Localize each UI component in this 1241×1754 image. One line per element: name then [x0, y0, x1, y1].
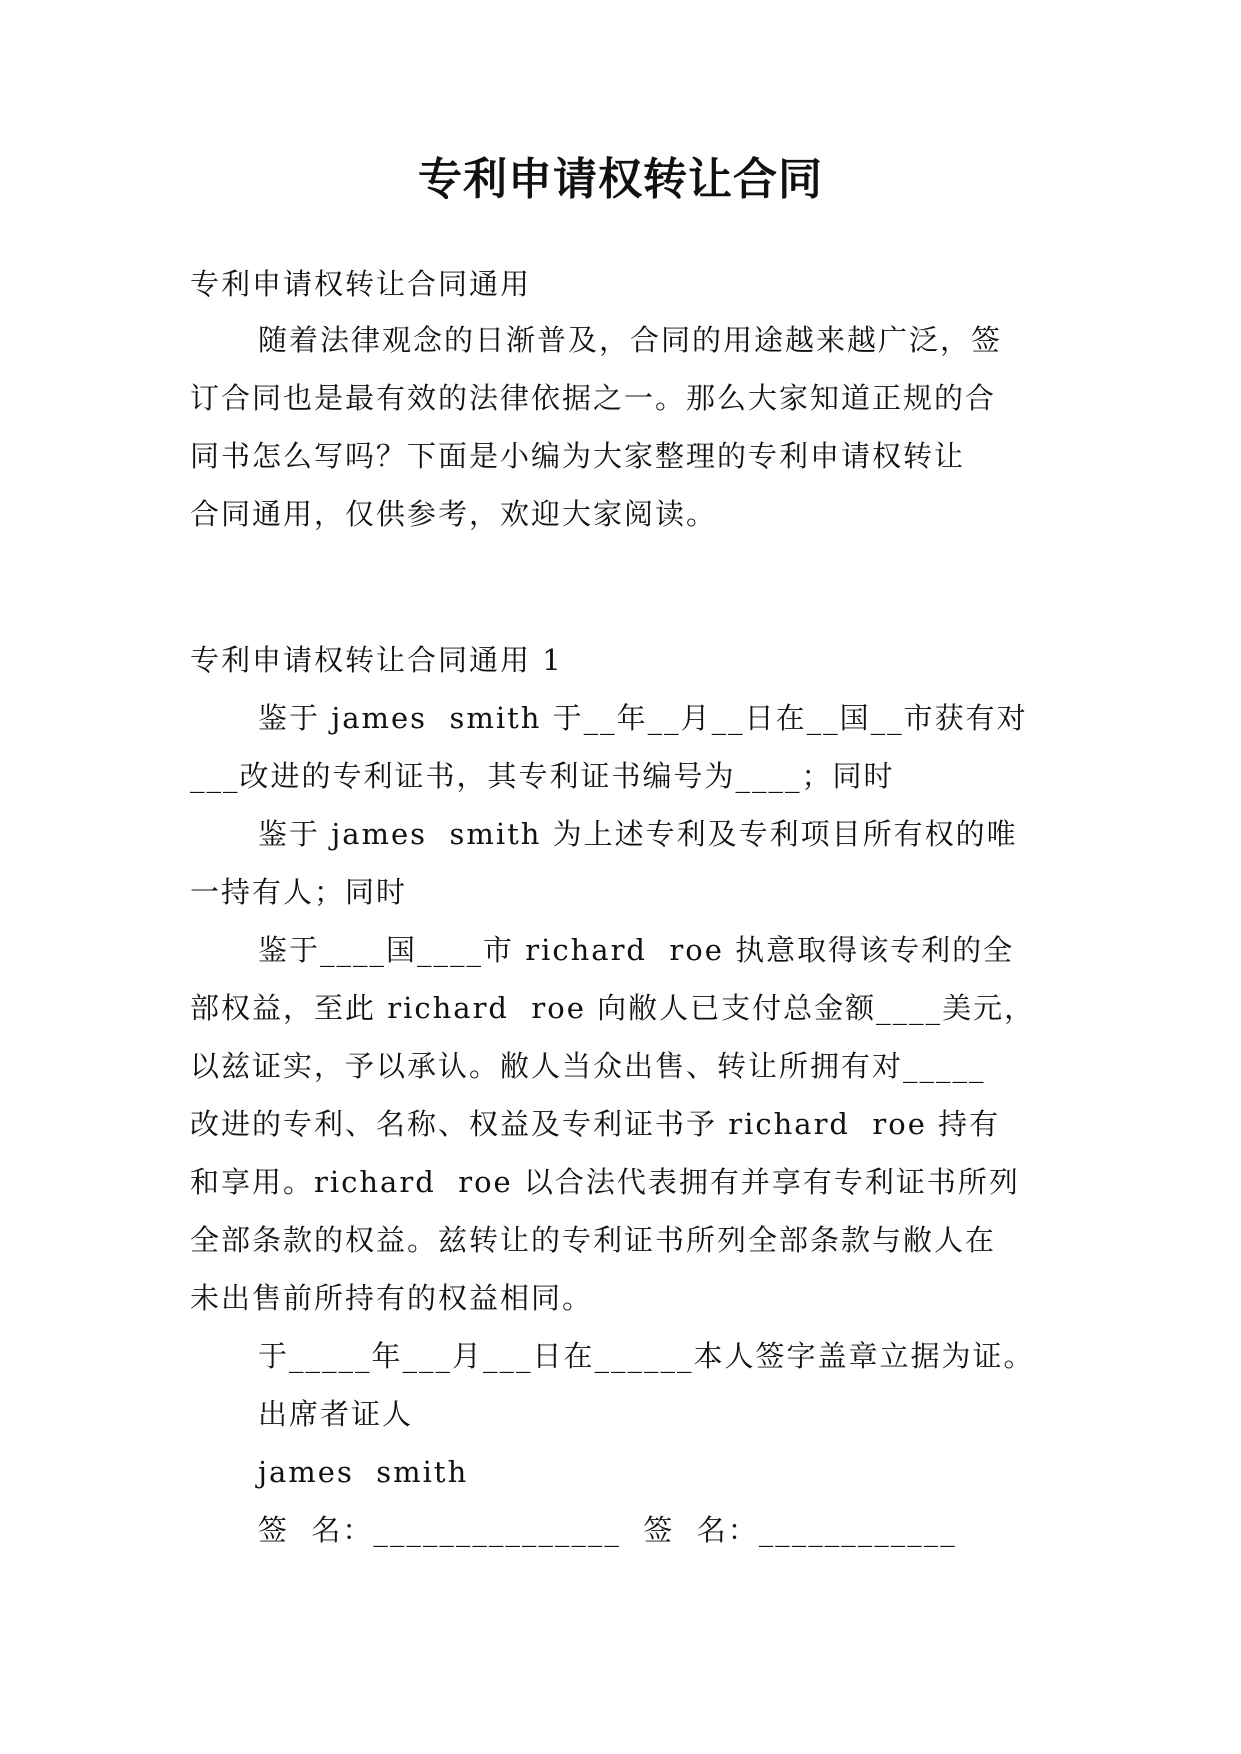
signature-line: 签 名：_______________ 签 名：____________ [258, 1513, 957, 1547]
intro-paragraph-line-4: 合同通用，仅供参考，欢迎大家阅读。 [190, 497, 718, 531]
clause-3-line-6: 全部条款的权益。兹转让的专利证书所列全部条款与敝人在 [190, 1223, 997, 1257]
document-title: 专利申请权转让合同 [418, 154, 823, 205]
clause-2-line-1: 鉴于 james smith 为上述专利及专利项目所有权的唯 [258, 817, 1018, 851]
section-heading: 专利申请权转让合同通用 1 [190, 643, 563, 677]
clause-3-line-7: 未出售前所持有的权益相同。 [190, 1281, 594, 1315]
intro-paragraph-line-1: 随着法律观念的日渐普及，合同的用途越来越广泛，签 [258, 323, 1003, 357]
witness-label: 出席者证人 [258, 1397, 414, 1431]
clause-2-line-2: 一持有人；同时 [190, 875, 408, 909]
clause-1-line-1: 鉴于 james smith 于__年__月__日在__国__市获有对 [258, 701, 1028, 735]
subtitle-line: 专利申请权转让合同通用 [190, 267, 532, 301]
clause-3-line-3: 以兹证实，予以承认。敝人当众出售、转让所拥有对_____ [190, 1049, 986, 1083]
signing-date-line: 于_____年___月___日在______本人签字盖章立据为证。 [258, 1339, 1035, 1373]
clause-3-line-4: 改进的专利、名称、权益及专利证书予 richard roe 持有 [190, 1107, 1001, 1141]
clause-3-line-5: 和享用。richard roe 以合法代表拥有并享有专利证书所列 [190, 1165, 1020, 1199]
clause-1-line-2: ___改进的专利证书，其专利证书编号为____；同时 [190, 759, 895, 793]
intro-paragraph-line-2: 订合同也是最有效的法律依据之一。那么大家知道正规的合 [190, 381, 997, 415]
clause-3-line-1: 鉴于____国____市 richard roe 执意取得该专利的全 [258, 933, 1015, 967]
clause-3-line-2: 部权益，至此 richard roe 向敝人已支付总金额____美元， [190, 991, 1036, 1025]
intro-paragraph-line-3: 同书怎么写吗？下面是小编为大家整理的专利申请权转让 [190, 439, 966, 473]
witness-name: james smith [258, 1455, 469, 1489]
